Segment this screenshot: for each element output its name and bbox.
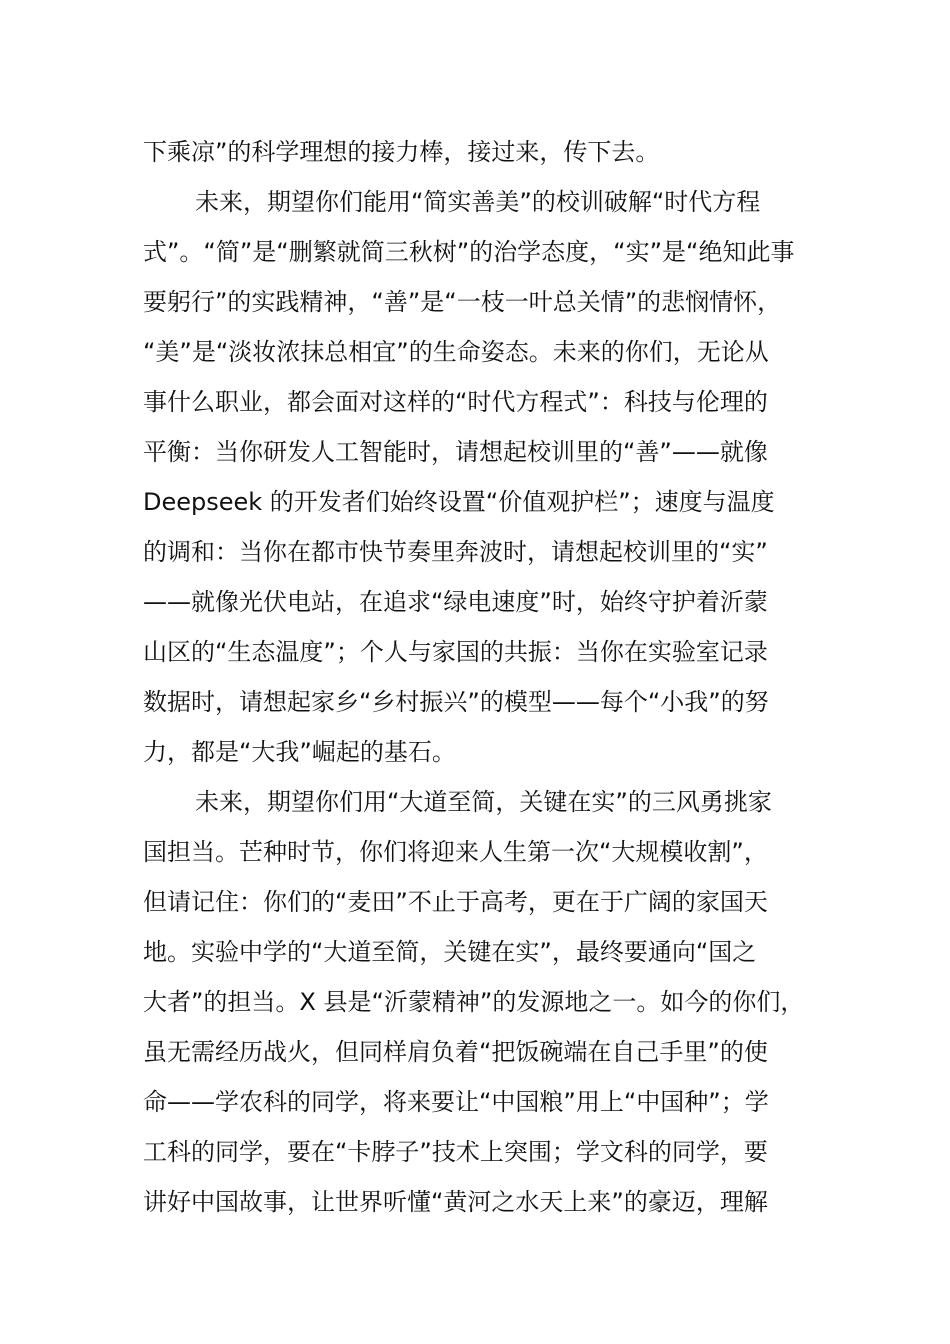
text-line: 力，都是“大我”崛起的基石。 [143,738,456,766]
paragraph-start-line: 未来，期望你们用“大道至简，关键在实”的三风勇挑家 [195,788,772,816]
text-line: 工科的同学，要在“卡脖子”技术上突围；学文科的同学，要 [143,1138,768,1166]
text-line: “美”是“淡妆浓抹总相宜”的生命姿态。未来的你们，无论从 [143,338,769,366]
text-line: 式”。“简”是“删繁就简三秋树”的治学态度，“实”是“绝知此事 [143,238,795,266]
text-line: 地。实验中学的“大道至简，关键在实”，最终要通向“国之 [143,938,757,966]
text-line: 但请记住：你们的“麦田”不止于高考，更在于广阔的家国天 [143,888,768,916]
text-line: 国担当。芒种时节，你们将迎来人生第一次“大规模收割”， [143,838,768,866]
text-line: 的调和：当你在都市快节奏里奔波时，请想起校训里的“实” [143,538,768,566]
text-line: Deepseek 的开发者们始终设置“价值观护栏”；速度与温度 [143,488,775,516]
text-line: 命——学农科的同学，将来要让“中国粮”用上“中国种”；学 [143,1088,769,1116]
text-line: 要躬行”的实践精神，“善”是“一枝一叶总关情”的悲悯情怀， [143,288,782,316]
paragraph-start-line: 未来，期望你们能用“简实善美”的校训破解“时代方程 [195,188,761,216]
text-line: 山区的“生态温度”；个人与家国的共振：当你在实验室记录 [143,638,768,666]
body-text [143,127,833,1227]
text-line: 数据时，请想起家乡“乡村振兴”的模型——每个“小我”的努 [143,688,769,716]
text-line: 平衡：当你研发人工智能时，请想起校训里的“善”——就像 [143,438,768,466]
text-line: 虽无需经历战火，但同样肩负着“把饭碗端在自己手里”的使 [143,1038,768,1066]
text-line: 事什么职业，都会面对这样的“时代方程式”：科技与伦理的 [143,388,768,416]
text-line: 下乘凉”的科学理想的接力棒，接过来，传下去。 [143,138,660,166]
text-line: 大者”的担当。X 县是“沂蒙精神”的发源地之一。如今的你们， [143,988,805,1016]
text-line: ——就像光伏电站，在追求“绿电速度”时，始终守护着沂蒙 [143,588,768,616]
text-line: 讲好中国故事，让世界听懂“黄河之水天上来”的豪迈，理解 [143,1188,768,1216]
